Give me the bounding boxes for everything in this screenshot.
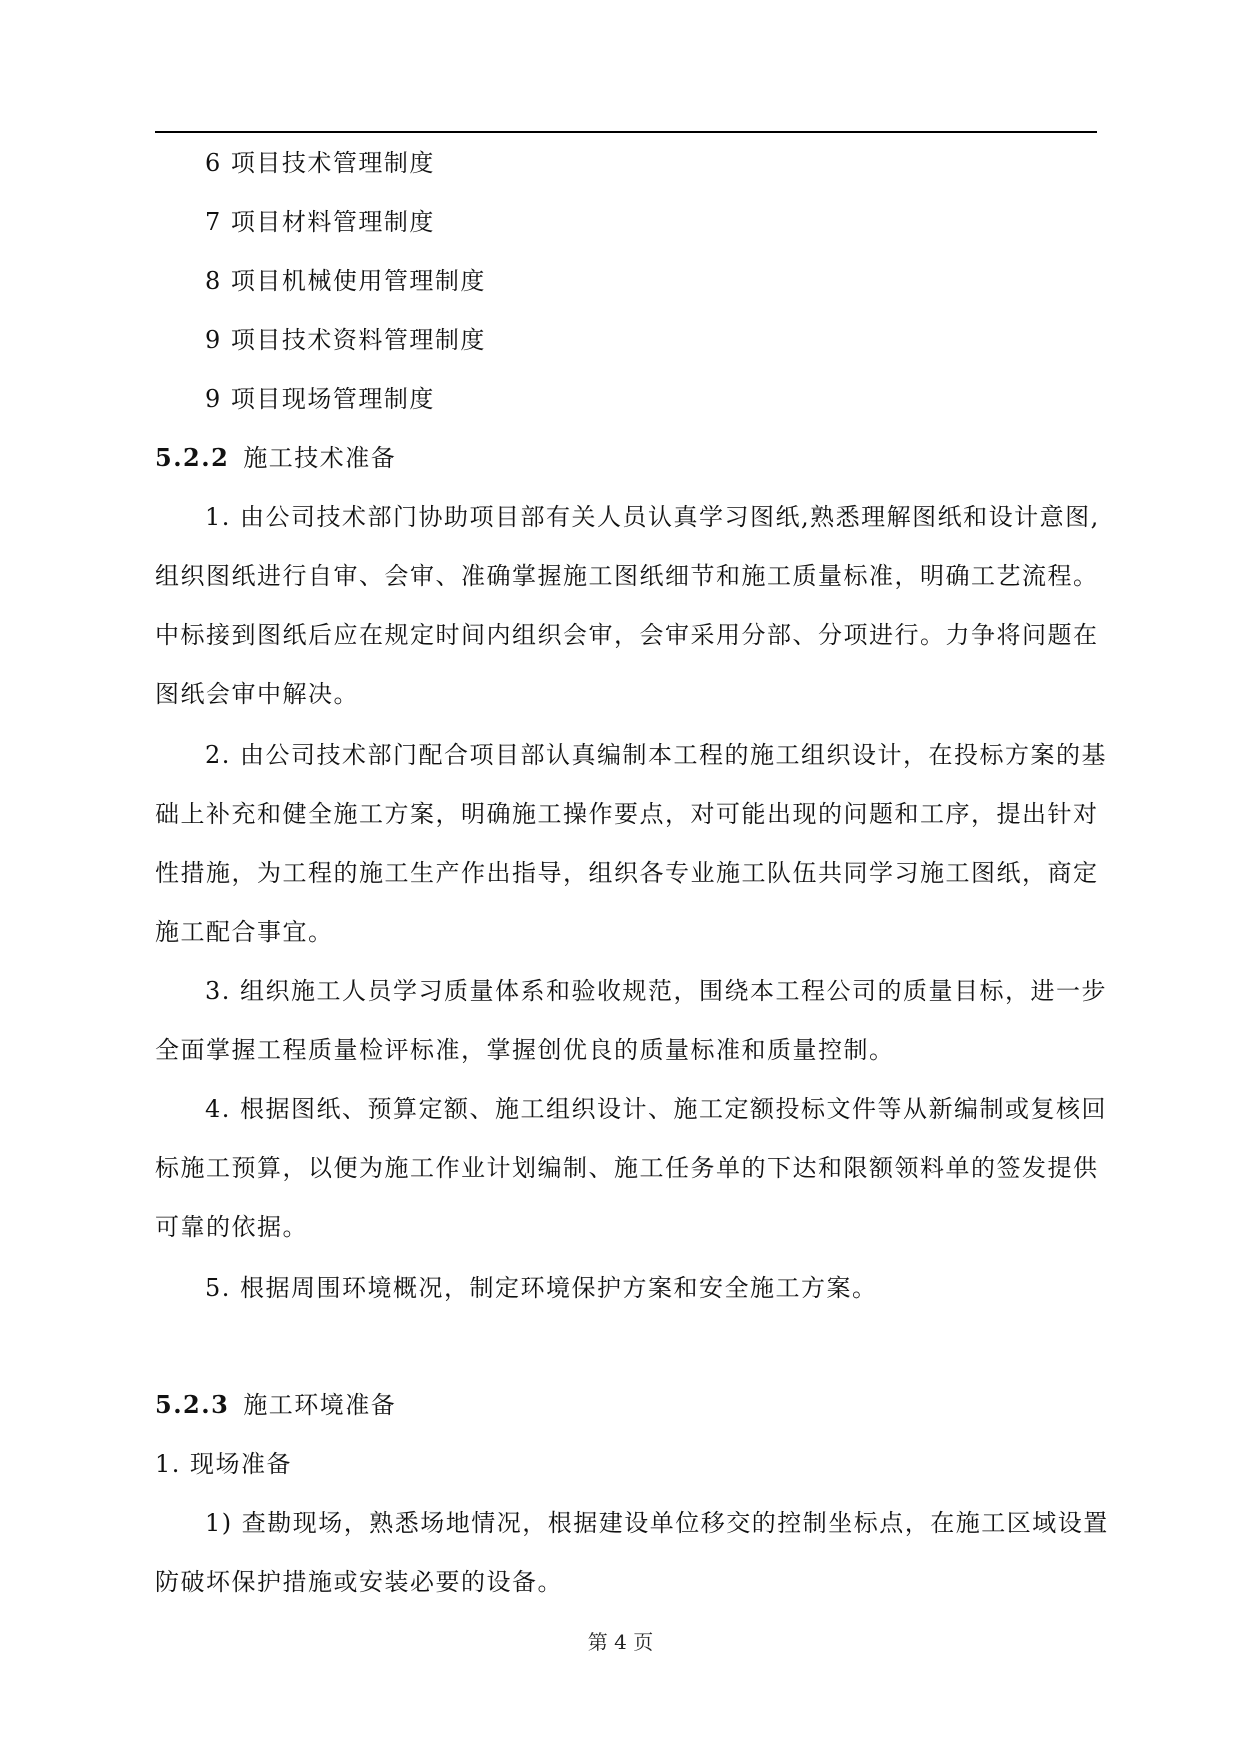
subsection-item-line: 防破坏保护措施或安装必要的设备。 — [155, 1568, 563, 1596]
subsection-heading: 1. 现场准备 — [155, 1450, 293, 1478]
subsection-item-line: 1) 查勘现场，熟悉场地情况，根据建设单位移交的控制坐标点，在施工区域设置 — [205, 1509, 1109, 1537]
section-heading-522 — [155, 443, 1095, 473]
paragraph-4-line: 可靠的依据。 — [155, 1213, 308, 1241]
section-number: 5.2.2 — [155, 443, 230, 472]
paragraph-3-line: 3. 组织施工人员学习质量体系和验收规范，围绕本工程公司的质量目标，进一步 — [205, 977, 1108, 1005]
paragraph-3-line: 全面掌握工程质量检评标准，掌握创优良的质量标准和质量控制。 — [155, 1036, 895, 1064]
list-item: 8 项目机械使用管理制度 — [205, 267, 486, 295]
page-number: 第 4 页 — [587, 1630, 654, 1654]
list-item: 7 项目材料管理制度 — [205, 208, 435, 236]
paragraph-1-line: 中标接到图纸后应在规定时间内组织会审，会审采用分部、分项进行。力争将问题在 — [155, 621, 1099, 649]
header-rule — [155, 131, 1097, 133]
section-heading-523 — [155, 1390, 1095, 1420]
list-item: 9 项目技术资料管理制度 — [205, 326, 486, 354]
section-title: 施工环境准备 — [243, 1391, 397, 1419]
list-item: 9 项目现场管理制度 — [205, 385, 435, 413]
paragraph-2-line: 础上补充和健全施工方案，明确施工操作要点，对可能出现的问题和工序，提出针对 — [155, 800, 1099, 828]
list-item: 6 项目技术管理制度 — [205, 149, 435, 177]
paragraph-4-line: 标施工预算，以便为施工作业计划编制、施工任务单的下达和限额领料单的签发提供 — [155, 1154, 1099, 1182]
paragraph-2-line: 性措施，为工程的施工生产作出指导，组织各专业施工队伍共同学习施工图纸，商定 — [155, 859, 1099, 887]
paragraph-1-line: 1. 由公司技术部门协助项目部有关人员认真学习图纸,熟悉理解图纸和设计意图, — [205, 503, 1100, 531]
paragraph-1-line: 图纸会审中解决。 — [155, 680, 359, 708]
paragraph-4-line: 4. 根据图纸、预算定额、施工组织设计、施工定额投标文件等从新编制或复核回 — [205, 1095, 1108, 1123]
paragraph-1-line: 组织图纸进行自审、会审、准确掌握施工图纸细节和施工质量标准，明确工艺流程。 — [155, 562, 1099, 590]
paragraph-2-line: 施工配合事宜。 — [155, 918, 334, 946]
section-number: 5.2.3 — [155, 1390, 230, 1419]
paragraph-5: 5. 根据周围环境概况，制定环境保护方案和安全施工方案。 — [205, 1274, 878, 1302]
paragraph-2-line: 2. 由公司技术部门配合项目部认真编制本工程的施工组织设计，在投标方案的基 — [205, 741, 1108, 769]
section-title: 施工技术准备 — [243, 444, 397, 472]
